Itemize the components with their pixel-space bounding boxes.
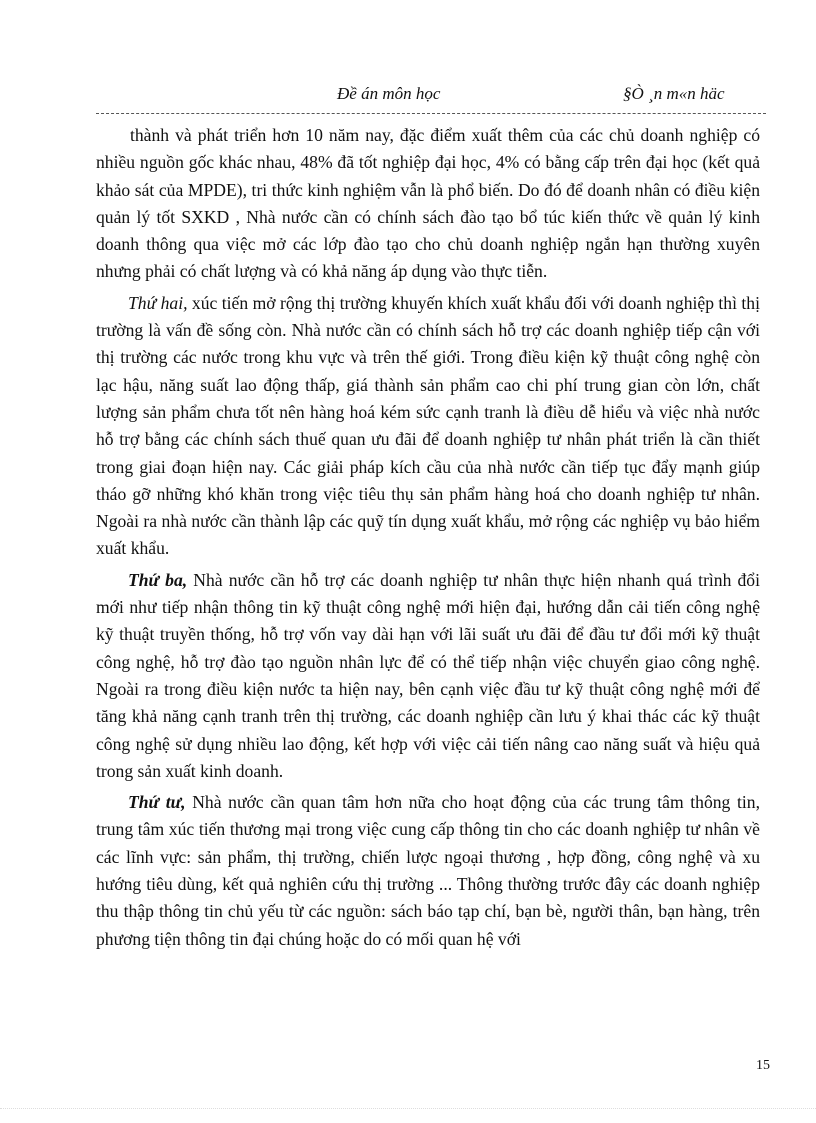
paragraph-continuation bbox=[96, 122, 760, 286]
header-divider bbox=[96, 113, 766, 114]
header-title: Đề án môn học bbox=[337, 84, 441, 103]
footer-divider bbox=[0, 1108, 816, 1109]
paragraph-lead: Thứ hai, bbox=[128, 292, 188, 313]
page-number: 15 bbox=[756, 1058, 770, 1073]
paragraph-second-point bbox=[96, 290, 760, 563]
paragraph-text: xúc tiến mở rộng thị trường khuyến khích xuất khẩu đối với doanh nghiệp thì thị trường là vấn đề sống còn. Nhà nước cần có chính sách hỗ trợ các doanh nghiệp tiếp cận với thị trường các nước trong khu vực và trên thế giới. Trong điều kiện kỹ thuật công nghệ còn lạc hậu, năng suất lao động thấp, giá thành sản phẩm cao chi phí trung gian còn lớn, chất lượng sản phẩm chưa tốt nên hàng hoá kém sức cạnh tranh là điều dễ hiểu và việc nhà nước hỗ trợ bằng các chính sách thuế quan ưu đãi để doanh nghiệp tư nhân phát triển là cần thiết trong giai đoạn hiện nay. Các giải pháp kích cầu của nhà nước cần tiếp tục đẩy mạnh giúp tháo gỡ những khó khăn trong việc tiêu thụ sản phẩm hàng hoá cho doanh nghiệp tư nhân. Ngoài ra nhà nước cần thành lập các quỹ tín dụng xuất khẩu, mở rộng các nghiệp vụ bảo hiểm xuất khẩu. bbox=[96, 292, 760, 559]
paragraph-third-point bbox=[96, 567, 760, 785]
paragraph-lead: Thứ tư, bbox=[128, 792, 186, 813]
paragraph-lead: Thứ ba, bbox=[128, 569, 188, 590]
paragraph-text: Nhà nước cần quan tâm hơn nữa cho hoạt động của các trung tâm thông tin, trung tâm xúc tiến thương mại trong việc cung cấp thông tin cho các doanh nghiệp tư nhân về các lĩnh vực: sản phẩm, thị trường, chiến lược ngoại thương , hợp đồng, công nghệ và xu hướng tiêu dùng, kết quả nghiên cứu thị trường ... Thông thường trước đây các doanh nghiệp thu thập thông tin chủ yếu từ các nguồn: sách báo tạp chí, bạn bè, người thân, bạn hàng, trên phương tiện thông tin đại chúng hoặc do có mối quan hệ với bbox=[96, 792, 760, 949]
paragraph-fourth-point bbox=[96, 789, 760, 953]
paragraph-text: thành và phát triển hơn 10 năm nay, đặc điểm xuất thêm của các chủ doanh nghiệp có nhiều nguồn gốc khác nhau, 48% đã tốt nghiệp đại học, 4% có bằng cấp trên đại học (kết quả khảo sát của MPDE), tri thức kinh nghiệm vẫn là phổ biến. Do đó để doanh nhân có điều kiện quản lý tốt SXKD , Nhà nước cần có chính sách đào tạo bổ túc kiến thức về quản lý kinh doanh thông qua việc mở các lớp đào tạo cho chủ doanh nghiệp ngắn hạn thường xuyên nhưng phải có chất lượng và có khả năng áp dụng vào thực tiễn. bbox=[96, 125, 760, 282]
page-header bbox=[0, 80, 816, 110]
header-title-legacy-encoding: §Ò ¸n m«n häc bbox=[623, 84, 725, 103]
paragraph-text: Nhà nước cần hỗ trợ các doanh nghiệp tư nhân thực hiện nhanh quá trình đổi mới như tiếp nhận thông tin kỹ thuật công nghệ mới hiện đại, hướng dẫn cải tiến công nghệ kỹ thuật truyền thống, hỗ trợ vốn vay dài hạn với lãi suất ưu đãi để đầu tư đổi mới kỹ thuật công nghệ, hỗ trợ đào tạo nguồn nhân lực để có thể tiếp nhận việc chuyển giao công nghệ. Ngoài ra trong điều kiện nước ta hiện nay, bên cạnh việc đầu tư kỹ thuật công nghệ mới để tăng khả năng cạnh tranh trên thị trường, các doanh nghiệp cần lưu ý khai thác các kỹ thuật công nghệ sử dụng nhiều lao động, kết hợp với việc cải tiến nâng cao năng suất và hiệu quả trong sản xuất kinh doanh. bbox=[96, 569, 760, 781]
document-body bbox=[96, 122, 760, 953]
